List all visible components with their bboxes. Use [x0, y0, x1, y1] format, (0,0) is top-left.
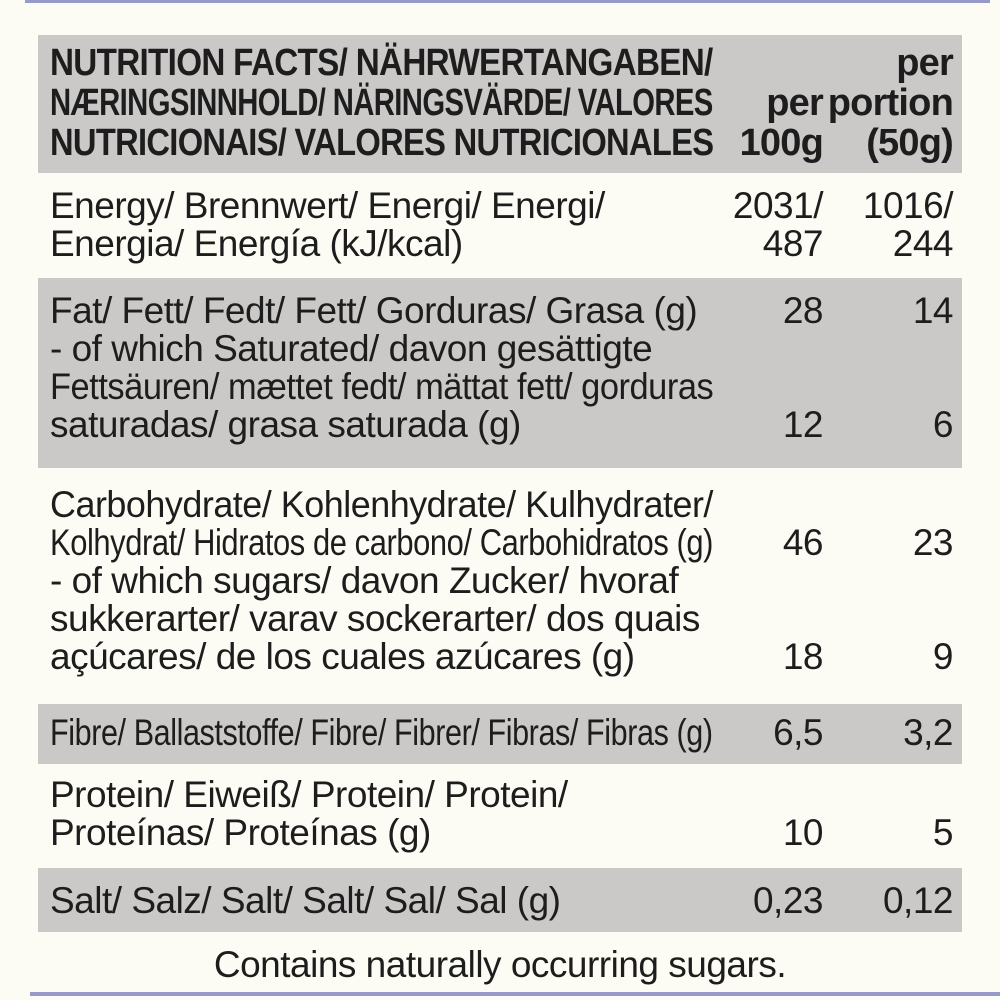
table-row	[50, 776, 953, 814]
top-border-line	[25, 0, 990, 3]
table-row	[50, 368, 953, 406]
nutrient-label-line: Salt/ Salz/ Salt/ Salt/ Sal/ Sal (g)	[50, 880, 561, 921]
nutrient-label-line: açúcares/ de los cuales azúcares (g)	[50, 636, 635, 677]
nutrient-label-line: Fibre/ Ballaststoffe/ Fibre/ Fibrer/ Fibras/ Fibras (g)	[50, 712, 713, 753]
value-per-100g: 12	[782, 404, 823, 445]
table-row	[50, 486, 953, 524]
column-header-per-100g: 100g	[739, 122, 823, 164]
nutrient-label-line: Kolhydrat/ Hidratos de carbono/ Carbohidratos (g)	[50, 522, 714, 563]
row-group-fibre	[38, 704, 962, 764]
value-per-portion: 0,12	[882, 880, 953, 921]
table-row	[50, 43, 953, 83]
table-row	[50, 187, 953, 225]
header-title-line: NUTRICIONAIS/ VALORES NUTRICIONALES	[50, 122, 714, 164]
value-per-portion: 244	[892, 223, 953, 264]
row-group-energy	[38, 173, 962, 278]
value-per-portion: 14	[912, 290, 953, 331]
column-header-per-portion: portion	[827, 82, 953, 124]
nutrient-label-line: Proteínas/ Proteínas (g)	[50, 812, 431, 853]
nutrient-label-line: Fat/ Fett/ Fedt/ Fett/ Gorduras/ Grasa (g)	[50, 290, 698, 331]
header-title-line: NUTRITION FACTS/ NÄHRWERTANGABEN/	[50, 42, 713, 84]
nutrient-label-line: Protein/ Eiweiß/ Protein/ Protein/	[50, 774, 568, 815]
table-row	[50, 123, 953, 163]
nutrition-table	[0, 35, 1000, 984]
value-per-100g: 18	[782, 636, 823, 677]
nutrient-label-line: Carbohydrate/ Kohlenhydrate/ Kulhydrater/	[50, 484, 713, 525]
value-per-100g: 2031/	[732, 185, 823, 226]
table-row	[50, 406, 953, 444]
header-title-line: NÆRINGSINNHOLD/ NÄRINGSVÄRDE/ VALORES	[50, 82, 713, 124]
value-per-100g: 0,23	[752, 880, 823, 921]
table-row	[50, 330, 953, 368]
value-per-100g: 28	[782, 290, 823, 331]
column-header-per-100g: per	[766, 82, 823, 124]
nutrient-label-line: Fettsäuren/ mættet fedt/ mättat fett/ gorduras	[50, 366, 714, 407]
value-per-100g: 6,5	[773, 712, 823, 753]
value-per-portion: 1016/	[862, 185, 953, 226]
row-group-carbohydrate	[38, 468, 962, 704]
table-row	[50, 814, 953, 852]
table-row	[50, 882, 953, 920]
column-header-per-portion: per	[896, 42, 953, 84]
nutrient-label-line: - of which Saturated/ davon gesättigte	[50, 328, 653, 369]
nutrient-label-line: - of which sugars/ davon Zucker/ hvoraf	[50, 560, 679, 601]
table-row	[50, 225, 953, 263]
value-per-portion: 5	[932, 812, 953, 853]
nutrient-label-line: sukkerarter/ varav sockerarter/ dos quais	[50, 598, 700, 639]
footnote: Contains naturally occurring sugars.	[213, 944, 787, 985]
row-group-protein	[38, 764, 962, 868]
bottom-border-line	[30, 992, 1000, 996]
value-per-100g: 487	[762, 223, 823, 264]
value-per-100g: 46	[782, 522, 823, 563]
table-row	[50, 83, 953, 123]
table-row	[50, 292, 953, 330]
value-per-portion: 23	[912, 522, 953, 563]
value-per-portion: 3,2	[903, 712, 953, 753]
nutrient-label-line: Energy/ Brennwert/ Energi/ Energi/	[50, 185, 605, 226]
table-row	[50, 524, 953, 562]
value-per-portion: 6	[932, 404, 953, 445]
table-row	[50, 714, 953, 752]
table-row	[50, 600, 953, 638]
table-header	[38, 35, 962, 173]
table-row	[50, 638, 953, 676]
row-group-fat	[38, 278, 962, 468]
value-per-portion: 9	[932, 636, 953, 677]
table-row	[50, 562, 953, 600]
column-header-per-portion: (50g)	[866, 122, 953, 164]
row-group-salt	[38, 868, 962, 932]
nutrient-label-line: Energia/ Energía (kJ/kcal)	[50, 223, 463, 264]
value-per-100g: 10	[782, 812, 823, 853]
table-body	[0, 173, 1000, 932]
nutrient-label-line: saturadas/ grasa saturada (g)	[50, 404, 521, 445]
